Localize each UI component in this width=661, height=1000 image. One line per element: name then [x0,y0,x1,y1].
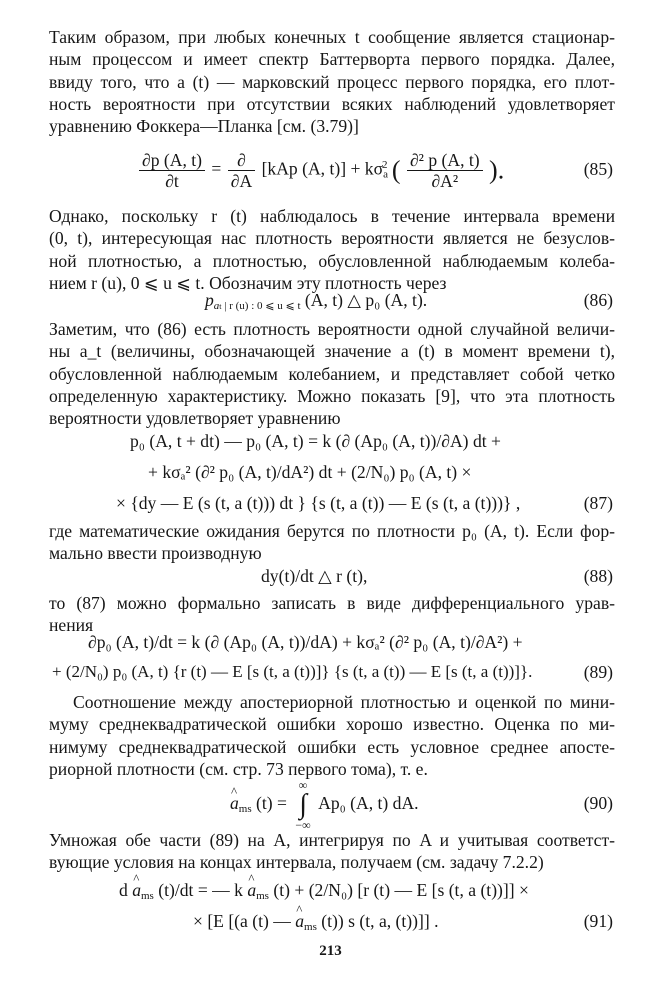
equation-body: (A, t) △ p₀ (A, t). [300,290,428,310]
estimate-symbol: ^ a [295,911,304,932]
paragraph-conditional-density [49,205,615,294]
equation-number: (86) [583,290,613,310]
subscript-ms: ms [141,890,154,902]
eq-part: × [E [(a (t) — [193,911,296,931]
denominator: ∂t [165,171,179,191]
equals-sign: = [211,158,222,179]
denominator: ∂A² [431,171,459,191]
text-line: муму среднеквадратической ошибки хорошо известно. Оценка по ми- [49,714,615,735]
equation-91-line-2 [193,911,439,933]
eq-part: (t)/dt = — k [153,880,248,900]
text-line: ным процессом и имеет спектр Баттерворта первого порядка. Далее, [49,49,615,70]
equation-86 [205,290,427,312]
equation-87-line-2: + kσₐ² (∂² p₀ (A, t)/dA²) dt + (2/N₀) p₀ (A, t) × [148,462,472,482]
sub-t: t [219,302,222,311]
text-line: Заметим, что (86) есть плотность вероятности одной случайной величи- [49,319,615,339]
numerator: ∂² p (A, t) [407,150,483,171]
text-line: (0, t), интересующая нас плотность вероятности является не безуслов- [49,228,615,249]
subscript-ms: ms [238,803,252,816]
equation-91-line-1 [119,880,529,902]
text-line: ность вероятности при отсутствии всяких наблюдений удовлетворяет [49,93,615,114]
equation-number: (88) [583,566,613,586]
paren-close: ). [489,155,505,185]
equation-90 [230,778,419,832]
text-line: нимуму среднеквадратической ошибки есть условное среднее апосте- [49,736,615,757]
subscript-ms: ms [256,890,269,902]
text-line: вероятности удовлетворяет уравнению [49,408,341,429]
equation-89-line-1: ∂p₀ (A, t)/dt = k (∂ (Ap₀ (A, t))/dA) + kσₐ² (∂² p₀ (A, t)/∂A²) + [88,632,523,652]
upper-limit: ∞ [298,778,308,792]
drift-term: [kAp (A, t)] + kσ [261,158,384,179]
integrand: Ap₀ (A, t) dA. [318,793,419,814]
text-line: обусловленной наблюдаемым колебанием, и представляет собой четко [49,363,615,384]
lhs-rest: (t) = [251,793,287,814]
diff-d: d [119,880,133,900]
text-line: Соотношение между апостериорной плотностью и оценкой по мини- [73,692,615,712]
paragraph-multiply-integrate [49,829,615,874]
paragraph-mmse-estimate [49,691,615,780]
denominator: ∂A [230,171,253,191]
numerator: ∂ [228,150,255,171]
estimate-symbol: ^ a [132,880,141,901]
text-line: уравнению Фоккера—Планка [см. (3.79)] [49,116,359,137]
fraction-lhs [139,150,205,191]
paragraph-random-variable [49,318,615,429]
integral-sign [295,778,310,832]
page-number: 213 [319,943,342,959]
text-line: Умножая обе части (89) на A, интегрируя по A и учитывая соответст- [49,830,615,850]
lower-limit: −∞ [295,818,311,832]
text-line: мально ввести производную [49,543,262,564]
text-line: вующие условия на концах интервала, получаем (см. задачу 7.2.2) [49,852,544,873]
numerator: ∂p (A, t) [139,150,205,171]
text-line: где математические ожидания берутся по плотности p₀ (A, t). Если фор- [49,521,615,541]
equation-number: (89) [583,662,613,682]
equation-number: (85) [583,159,613,179]
text-line: ной плотностью, а плотностью, обусловленной наблюдаемым колеба- [49,250,615,271]
equation-87-line-3: × {dy — E (s (t, a (t))) dt } {s (t, a (t)) — E (s (t, a (t)))} , [116,493,521,513]
text-line: то (87) можно формально записать в виде дифференциального урав- [49,593,615,613]
text-line: ввиду того, что a (t) — марковский процесс первого порядка, его плот- [49,71,615,92]
eq-part: (t) + (2/N₀) [r (t) — E [s (t, a (t))]] × [268,880,529,900]
paragraph-differential-form [49,592,615,637]
text-line: определенную характеристику. Можно показать [9], что эта плотность [49,385,615,406]
subscript: a [383,168,388,181]
text-line: ны a_t (величины, обозначающей значение a (t) в момент времени t), [49,341,615,362]
equation-number: (90) [583,793,613,813]
density-subscript [214,300,301,312]
text-line: Таким образом, при любых конечных t сообщение является стационар- [49,27,615,47]
eq-part: (t)) s (t, a, (t))]] . [316,911,439,931]
equation-87-line-1: p₀ (A, t + dt) — p₀ (A, t) = k (∂ (Ap₀ (A, t))/∂A) dt + [130,431,501,451]
text-line: Однако, поскольку r (t) наблюдалось в течение интервала времени [49,206,615,226]
fraction-diffusion [407,150,483,191]
integral-symbol: ∫ [299,789,307,820]
text-line: риорной плотности (см. стр. 73 первого тома), т. е. [49,758,428,779]
estimate-symbol: ^ a [230,793,239,814]
paren-open: ( [391,155,401,185]
equation-85 [137,150,504,191]
paragraph-stationary-process [49,26,615,137]
text-line: нием r (u), 0 ⩽ u ⩽ t. Обозначим эту плотность через [49,272,447,293]
text-line: нения [49,615,94,636]
estimate-symbol: ^ a [247,880,256,901]
sub-a: a [213,300,220,312]
paragraph-expectations [49,520,615,565]
equation-89-line-2: + (2/N₀) p₀ (A, t) {r (t) — E [s (t, a (t))]} {s (t, a (t)) — E [s (t, a (t))]}. [52,662,533,681]
subscript-ms: ms [304,921,317,933]
equation-88: dy(t)/dt △ r (t), [261,566,368,586]
fraction-derivative [228,150,255,191]
condition: | r (u) : 0 ⩽ u ⩽ t [224,300,301,312]
superscript: 2 [381,158,388,171]
equation-number: (91) [583,911,613,931]
density-symbol: p [205,290,214,310]
equation-number: (87) [583,493,613,513]
